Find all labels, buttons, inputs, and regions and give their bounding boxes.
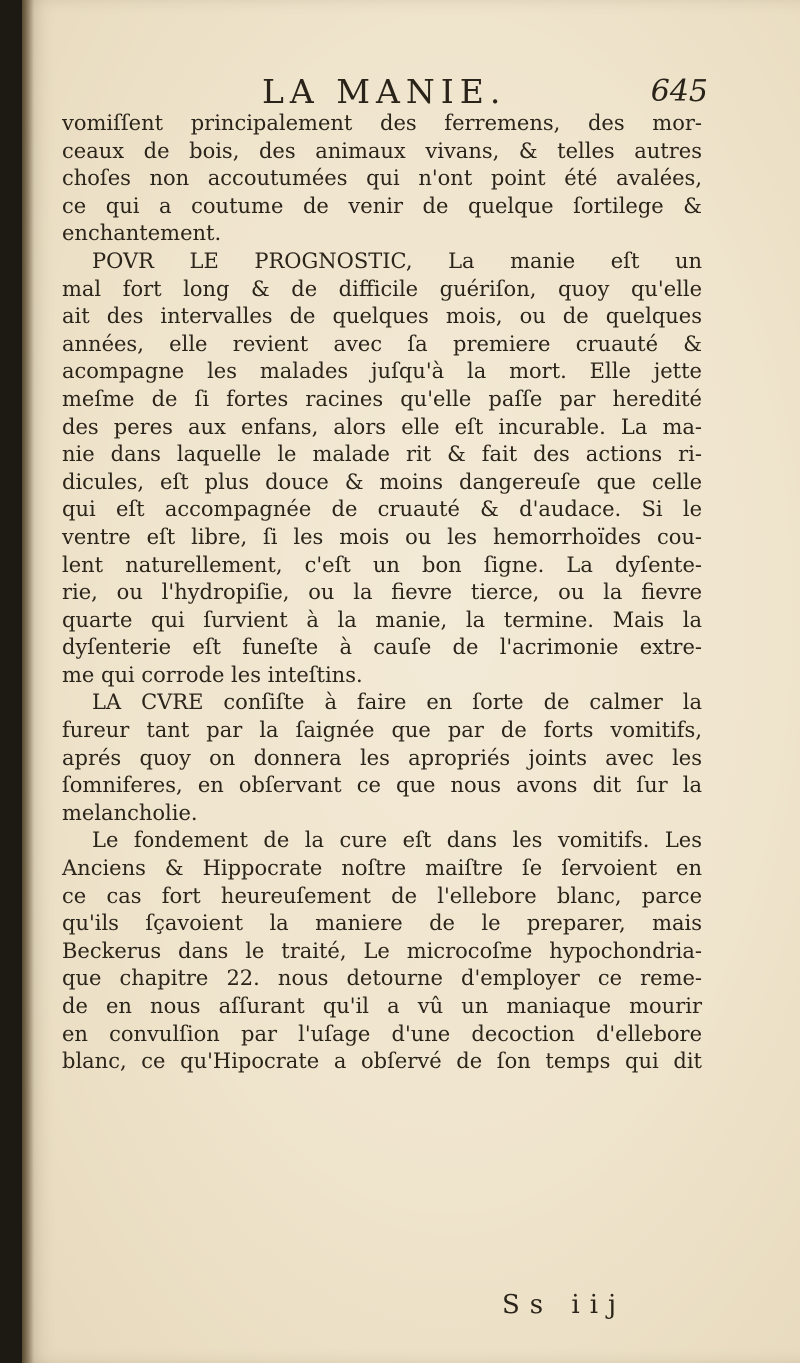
text-line: nie dans laquelle le malade rit & fait des actions ri- (62, 442, 702, 467)
text-line: ventre eſt libre, ſi les mois ou les hemorrhoïdes cou- (62, 524, 702, 549)
text-line: blanc, ce qu'Hipocrate a obſervé de ſon temps qui dit (62, 1049, 702, 1074)
text-line: que chapitre 22. nous detourne d'employer ce reme- (62, 966, 702, 991)
text-line: quarte qui ſurvient à la manie, la termine. Mais la (62, 607, 702, 632)
text-line: rie, ou l'hydropiſie, ou la fievre tierce, ou la fievre (62, 580, 702, 605)
text-line: melancholie. (62, 800, 198, 825)
book-page (22, 0, 800, 1363)
text-line: Le fondement de la cure eſt dans les vomitifs. Les (92, 828, 702, 853)
section-heading-cure: LA CVRE conſiſte à faire en ſorte de calmer la (92, 690, 702, 715)
text-line: dyſenterie eſt funeſte à cauſe de l'acrimonie extre- (62, 635, 702, 660)
text-line: années, elle revient avec ſa premiere cruauté & (62, 331, 702, 356)
text-line: ce cas fort heureuſement de l'ellebore blanc, parce (62, 883, 702, 908)
text-line: choſes non accoutumées qui n'ont point été avalées, (62, 166, 702, 191)
text-line: vomiſſent principalement des ferremens, des mor- (62, 111, 702, 135)
text-line: meſme de ſi fortes racines qu'elle paſſe par heredité (62, 386, 702, 411)
body-text (62, 110, 702, 1076)
text-line: ceaux de bois, des animaux vivans, & telles autres (62, 138, 702, 163)
text-line: lent naturellement, c'eſt un bon ſigne. La dyſente- (62, 552, 702, 577)
text-line: en convulſion par l'uſage d'une decoction d'ellebore (62, 1021, 702, 1046)
text-line: fureur tant par la ſaignée que par de forts vomitifs, (62, 718, 702, 743)
text-line: dicules, eſt plus douce & moins dangereuſe que celle (62, 469, 702, 494)
text-line: ſomniferes, en obſervant ce que nous avons dit ſur la (62, 773, 702, 798)
running-title: LA MANIE. (262, 72, 507, 111)
text-line: des peres aux enfans, alors elle eſt incurable. La ma- (62, 414, 702, 439)
signature-mark: Ss iij (502, 1290, 627, 1320)
text-line: enchantement. (62, 221, 222, 246)
text-line: qui eſt accompagnée de cruauté & d'audace. Si le (62, 497, 702, 522)
page-number: 645 (650, 74, 708, 109)
text-line: aprés quoy on donnera les apropriés joints avec les (62, 745, 702, 770)
text-line: de en nous aſſurant qu'il a vû un maniaque mourir (62, 994, 702, 1018)
text-line: ait des intervalles de quelques mois, ou de quelques (62, 304, 702, 329)
text-line: acompagne les malades juſqu'à la mort. Elle jette (62, 359, 702, 384)
text-line: Anciens & Hippocrate noſtre maiſtre ſe ſervoient en (62, 856, 702, 881)
text-line: mal fort long & de difficile guériſon, quoy qu'elle (62, 276, 702, 301)
section-heading-prognostic: POVR LE PROGNOSTIC, La manie eſt un (92, 248, 702, 273)
text-line: me qui corrode les inteſtins. (62, 662, 363, 687)
text-line: Beckerus dans le traité, Le microcoſme hypochondria- (62, 938, 702, 963)
text-line: ce qui a coutume de venir de quelque ſortilege & (62, 193, 702, 218)
text-line: qu'ils ſçavoient la maniere de le preparer, mais (62, 911, 702, 936)
